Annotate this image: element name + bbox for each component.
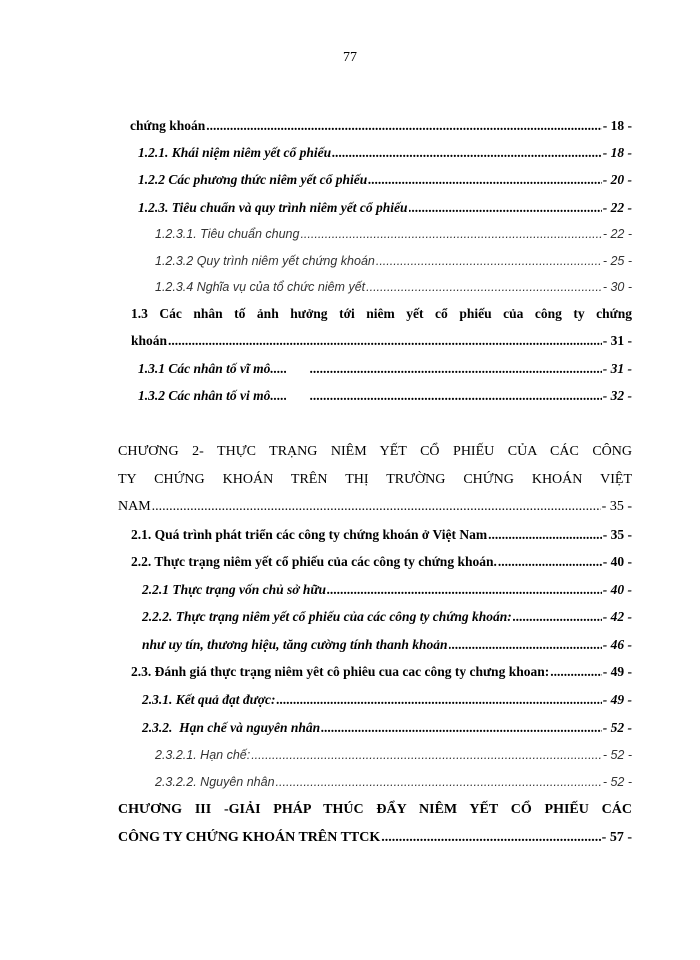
chapter-heading-line[interactable]: TY CHỨNG KHOÁN TRÊN THỊ TRƯỜNG CHỨNG KHOÁN VIỆT — [118, 472, 632, 487]
toc-entry[interactable] — [155, 772, 632, 792]
toc-leader-dots — [513, 607, 602, 627]
toc-entry[interactable] — [138, 198, 632, 218]
toc-entry[interactable] — [131, 552, 632, 572]
toc-entry-page: - 49 - — [602, 692, 632, 707]
toc-leader-dots — [276, 690, 601, 710]
toc-entry-page: - 52 - — [602, 748, 632, 762]
toc-entry-title: 2.3.2. Hạn chế và nguyên nhân — [142, 720, 321, 735]
toc-entry[interactable] — [118, 828, 632, 848]
toc-entry[interactable] — [138, 359, 632, 379]
toc-entry-title: 2.3. Đánh giá thực trạng niêm yêt cô phiêu cua cac công ty chưng khoan: — [131, 664, 550, 679]
toc-entry-page: - 32 - — [602, 388, 632, 403]
toc-leader-dots — [276, 772, 602, 792]
toc-leader-dots — [300, 224, 601, 244]
toc-leader-dots — [550, 662, 602, 682]
toc-entry-title: 1.2.3. Tiêu chuẩn và quy trình niêm yết cổ phiếu — [138, 200, 408, 215]
toc-entry[interactable] — [142, 580, 632, 600]
toc-leader-dots — [498, 552, 602, 572]
toc-leader-dots — [332, 143, 602, 163]
toc-leader-dots — [327, 580, 602, 600]
toc-entry-title: 1.2.3.2 Quy trình niêm yết chứng khoán — [155, 254, 375, 268]
toc-leader-dots — [310, 359, 602, 379]
toc-entry[interactable] — [131, 331, 632, 351]
toc-entry-page: - 20 - — [602, 172, 632, 187]
toc-entry-page: - 40 - — [602, 554, 632, 569]
toc-entry-page: - 57 - — [601, 830, 632, 845]
toc-entry-title: 2.2.2. Thực trạng niêm yết cổ phiếu của các công ty chứng khoán: — [142, 609, 512, 624]
toc-entry-title: 2.3.2.2. Nguyên nhân — [155, 775, 275, 789]
toc-leader-dots — [488, 525, 602, 545]
toc-entry[interactable] — [155, 251, 632, 271]
toc-leader-dots — [321, 718, 602, 738]
toc-entry[interactable] — [155, 224, 632, 244]
toc-entry-title: chứng khoán — [130, 118, 206, 133]
toc-leader-dots — [270, 359, 285, 379]
toc-entry-page: - 18 - — [602, 145, 632, 160]
toc-entry-title: 1.3.2 Các nhân tố vi mô — [138, 388, 271, 403]
toc-entry-page: - 46 - — [602, 637, 632, 652]
toc-entry-page: - 40 - — [602, 582, 632, 597]
toc-entry-page: - 42 - — [602, 609, 632, 624]
toc-entry[interactable] — [138, 143, 632, 163]
chapter-heading-line[interactable]: CHƯƠNG III -GIẢI PHÁP THÚC ĐẨY NIÊM YẾT CỔ PHIẾU CÁC — [118, 802, 632, 817]
toc-entry-title: 2.3.2.1. Hạn chế: — [155, 748, 251, 762]
toc-entry[interactable] — [138, 386, 632, 406]
toc-entry-title: 2.2. Thực trạng niêm yết cổ phiếu của các công ty chứng khoán. — [131, 554, 497, 569]
toc-entry[interactable] — [142, 718, 632, 738]
toc-entry-title: 1.3.1 Các nhân tố vĩ mô — [138, 361, 271, 376]
toc-entry[interactable] — [118, 497, 632, 517]
toc-leader-dots — [168, 331, 602, 351]
toc-leader-dots — [409, 198, 602, 218]
toc-entry[interactable] — [131, 662, 632, 682]
toc-leader-dots — [251, 745, 602, 765]
page-number: 77 — [343, 50, 357, 65]
toc-entry-heading-line[interactable]: 1.3 Các nhân tố ảnh hưởng tới niêm yết cổ phiếu của công ty chứng — [131, 306, 632, 321]
toc-entry[interactable] — [155, 277, 632, 297]
toc-entry-title: 1.2.3.1. Tiêu chuẩn chung — [155, 227, 300, 241]
toc-leader-dots — [381, 828, 600, 848]
toc-entry-title: 1.2.3.4 Nghĩa vụ của tổ chức niêm yết — [155, 280, 366, 294]
toc-entry-page: - 35 - — [602, 527, 632, 542]
toc-entry-title: 1.2.1. Khái niệm niêm yết cổ phiếu — [138, 145, 332, 160]
toc-leader-dots — [376, 251, 602, 271]
toc-entry-title: 2.3.1. Kết quả đạt được: — [142, 692, 276, 707]
toc-entry-page: - 49 - — [602, 664, 632, 679]
toc-entry[interactable] — [131, 525, 632, 545]
toc-entry[interactable] — [142, 607, 632, 627]
toc-leader-dots — [270, 386, 285, 406]
toc-entry-title: khoán — [131, 333, 168, 348]
toc-leader-dots — [310, 386, 602, 406]
toc-entry-page: - 22 - — [602, 227, 632, 241]
toc-entry-page: - 18 - — [602, 118, 632, 133]
toc-entry-page: - 30 - — [602, 280, 632, 294]
toc-entry[interactable] — [138, 170, 632, 190]
toc-entry-page: - 25 - — [602, 254, 632, 268]
toc-entry-title: NAM — [118, 499, 151, 514]
toc-entry-page: - 22 - — [602, 200, 632, 215]
toc-entry-title: 1.2.2 Các phương thức niêm yết cổ phiếu — [138, 172, 368, 187]
toc-leader-dots — [152, 497, 601, 517]
toc-entry-page: - 31 - — [602, 361, 632, 376]
toc-entry-title: 2.1. Quá trình phát triển các công ty chứng khoán ở Việt Nam — [131, 527, 488, 542]
chapter-heading-line[interactable]: CHƯƠNG 2- THỰC TRẠNG NIÊM YẾT CỔ PHIẾU CỦA CÁC CÔNG — [118, 444, 632, 459]
toc-leader-dots — [368, 170, 601, 190]
toc-leader-dots — [449, 635, 602, 655]
toc-entry[interactable] — [142, 690, 632, 710]
toc-entry-title: CÔNG TY CHỨNG KHOÁN TRÊN TTCK — [118, 830, 381, 845]
toc-entry[interactable] — [130, 116, 632, 136]
toc-leader-dots — [206, 116, 601, 136]
toc-entry-page: - 31 - — [602, 333, 632, 348]
toc-entry-title: như uy tín, thương hiệu, tăng cường tính thanh khoản — [142, 637, 448, 652]
toc-entry-page: - 52 - — [602, 775, 632, 789]
toc-entry[interactable] — [142, 635, 632, 655]
toc-entry[interactable] — [155, 745, 632, 765]
toc-entry-title: 2.2.1 Thực trạng vốn chủ sở hữu — [142, 582, 326, 597]
toc-entry-page: - 52 - — [602, 720, 632, 735]
toc-leader-dots — [366, 277, 602, 297]
toc-entry-page: - 35 - — [601, 499, 632, 514]
